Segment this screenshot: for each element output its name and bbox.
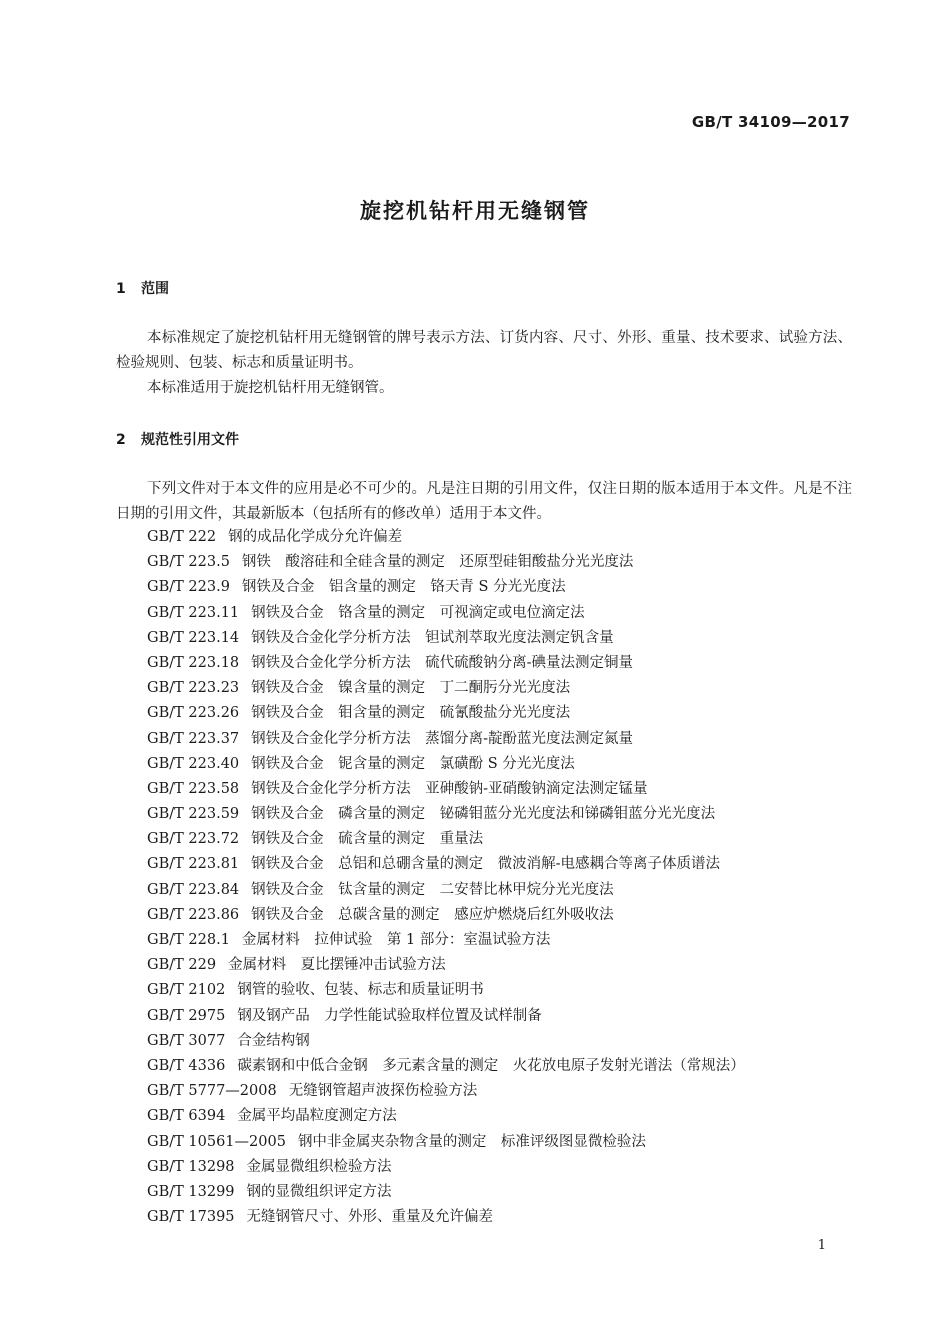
reference-code: GB/T 223.86 [147,906,240,923]
reference-code: GB/T 223.18 [147,654,240,671]
scope-paragraph-1: 本标准规定了旋挖机钻杆用无缝钢管的牌号表示方法、订货内容、尺寸、外形、重量、技术要求、试验方法、检验规则、包装、标志和质量证明书。 [116,330,852,371]
reference-title: 金属材料 夏比摆锤冲击试验方法 [228,957,446,974]
reference-title: 钢铁及合金化学分析方法 亚砷酸钠-亚硝酸钠滴定法测定锰量 [251,780,648,797]
reference-title: 钢铁及合金 钼含量的测定 硫氰酸盐分光光度法 [251,705,571,722]
reference-item [147,601,745,626]
reference-title: 钢铁及合金化学分析方法 硫代硫酸钠分离-碘量法测定铜量 [251,654,634,671]
reference-title: 钢铁及合金 铝含量的测定 铬天青 S 分光光度法 [241,579,566,596]
reference-item [147,953,745,978]
reference-code: GB/T 13298 [147,1158,235,1175]
section-heading-normative-references [116,429,239,449]
reference-title: 碳素钢和中低合金钢 多元素含量的测定 火花放电原子发射光谱法（常规法） [237,1057,745,1074]
reference-title: 钢铁 酸溶硅和全硅含量的测定 还原型硅钼酸盐分光光度法 [241,554,634,571]
document-title: 旋挖机钻杆用无缝钢管 [360,199,590,223]
reference-code: GB/T 2975 [147,1007,226,1024]
reference-code: GB/T 223.9 [147,579,230,596]
reference-title: 钢铁及合金 铌含量的测定 氯磺酚 S 分光光度法 [251,755,575,772]
reference-code: GB/T 223.40 [147,755,240,772]
reference-title: 钢铁及合金化学分析方法 蒸馏分离-靛酚蓝光度法测定氮量 [251,730,634,747]
reference-item [147,550,745,575]
reference-title: 钢管的验收、包装、标志和质量证明书 [237,982,484,999]
reference-code: GB/T 223.11 [147,604,240,621]
reference-item [147,1079,745,1104]
reference-code: GB/T 223.58 [147,780,240,797]
section-title: 规范性引用文件 [141,432,239,448]
reference-list [147,525,745,1230]
reference-code: GB/T 13299 [147,1183,235,1200]
reference-title: 无缝钢管尺寸、外形、重量及允许偏差 [246,1209,494,1226]
reference-code: GB/T 223.84 [147,881,240,898]
section-title: 范围 [141,281,169,297]
reference-item [147,928,745,953]
reference-code: GB/T 228.1 [147,932,230,948]
reference-title: 金属材料 拉伸试验 第 1 部分：室温试验方法 [241,932,551,948]
reference-title: 钢铁及合金 总铝和总硼含量的测定 微波消解-电感耦合等离子体质谱法 [251,856,721,873]
reference-item [147,1180,745,1205]
reference-item [147,651,745,676]
reference-item [147,1054,745,1079]
reference-item [147,575,745,600]
reference-item [147,852,745,877]
reference-code: GB/T 223.81 [147,856,240,873]
reference-code: GB/T 6394 [147,1108,226,1125]
reference-item [147,727,745,752]
reference-item [147,701,745,726]
reference-item [147,1004,745,1029]
reference-code: GB/T 223.14 [147,629,240,646]
reference-code: GB/T 223.5 [147,554,230,571]
reference-title: 钢铁及合金 总碳含量的测定 感应炉燃烧后红外吸收法 [251,906,614,923]
section-number: 1 [116,281,126,297]
reference-item [147,676,745,701]
section-heading-scope [116,278,169,298]
reference-code: GB/T 223.72 [147,831,240,848]
reference-item [147,978,745,1003]
reference-item [147,1029,745,1054]
reference-title: 钢的显微组织评定方法 [246,1183,392,1200]
reference-code: GB/T 2102 [147,982,226,999]
reference-code: GB/T 5777—2008 [147,1083,277,1100]
reference-title: 金属平均晶粒度测定方法 [237,1108,397,1125]
reference-code: GB/T 10561—2005 [147,1133,286,1150]
reference-title: 合金结构钢 [237,1032,310,1049]
reference-code: GB/T 4336 [147,1057,226,1074]
reference-item [147,1130,745,1155]
standard-code: GB/T 34109—2017 [691,113,850,131]
reference-title: 钢及钢产品 力学性能试验取样位置及试样制备 [237,1007,542,1024]
reference-code: GB/T 223.23 [147,680,240,697]
reference-title: 钢的成品化学成分允许偏差 [228,529,403,545]
reference-title: 钢铁及合金 钛含量的测定 二安替比林甲烷分光光度法 [251,881,614,898]
reference-title: 钢铁及合金化学分析方法 钽试剂萃取光度法测定钒含量 [251,629,614,646]
reference-code: GB/T 222 [147,529,217,545]
reference-code: GB/T 223.59 [147,806,240,823]
references-intro-paragraph: 下列文件对于本文件的应用是必不可少的。凡是注日期的引用文件，仅注日期的版本适用于本文件。凡是不注日期的引用文件，其最新版本（包括所有的修改单）适用于本文件。 [116,481,852,522]
reference-code: GB/T 3077 [147,1032,226,1049]
scope-paragraph-2: 本标准适用于旋挖机钻杆用无缝钢管。 [147,380,394,396]
reference-item [147,878,745,903]
reference-title: 钢中非金属夹杂物含量的测定 标准评级图显微检验法 [297,1133,646,1150]
reference-item [147,1205,745,1230]
reference-title: 钢铁及合金 镍含量的测定 丁二酮肟分光光度法 [251,680,571,697]
reference-item [147,752,745,777]
reference-item [147,802,745,827]
reference-item [147,903,745,928]
reference-code: GB/T 229 [147,957,217,974]
reference-title: 钢铁及合金 硫含量的测定 重量法 [251,831,484,848]
reference-code: GB/T 223.26 [147,705,240,722]
page-number: 1 [817,1238,826,1253]
section-number: 2 [116,432,126,448]
reference-item [147,827,745,852]
reference-item [147,626,745,651]
reference-title: 金属显微组织检验方法 [246,1158,392,1175]
reference-title: 无缝钢管超声波探伤检验方法 [288,1083,478,1100]
reference-code: GB/T 223.37 [147,730,240,747]
reference-title: 钢铁及合金 铬含量的测定 可视滴定或电位滴定法 [251,604,585,621]
reference-item [147,1104,745,1129]
reference-code: GB/T 17395 [147,1209,235,1226]
reference-item [147,525,745,550]
reference-item [147,777,745,802]
reference-item [147,1155,745,1180]
reference-title: 钢铁及合金 磷含量的测定 铋磷钼蓝分光光度法和锑磷钼蓝分光光度法 [251,806,716,823]
